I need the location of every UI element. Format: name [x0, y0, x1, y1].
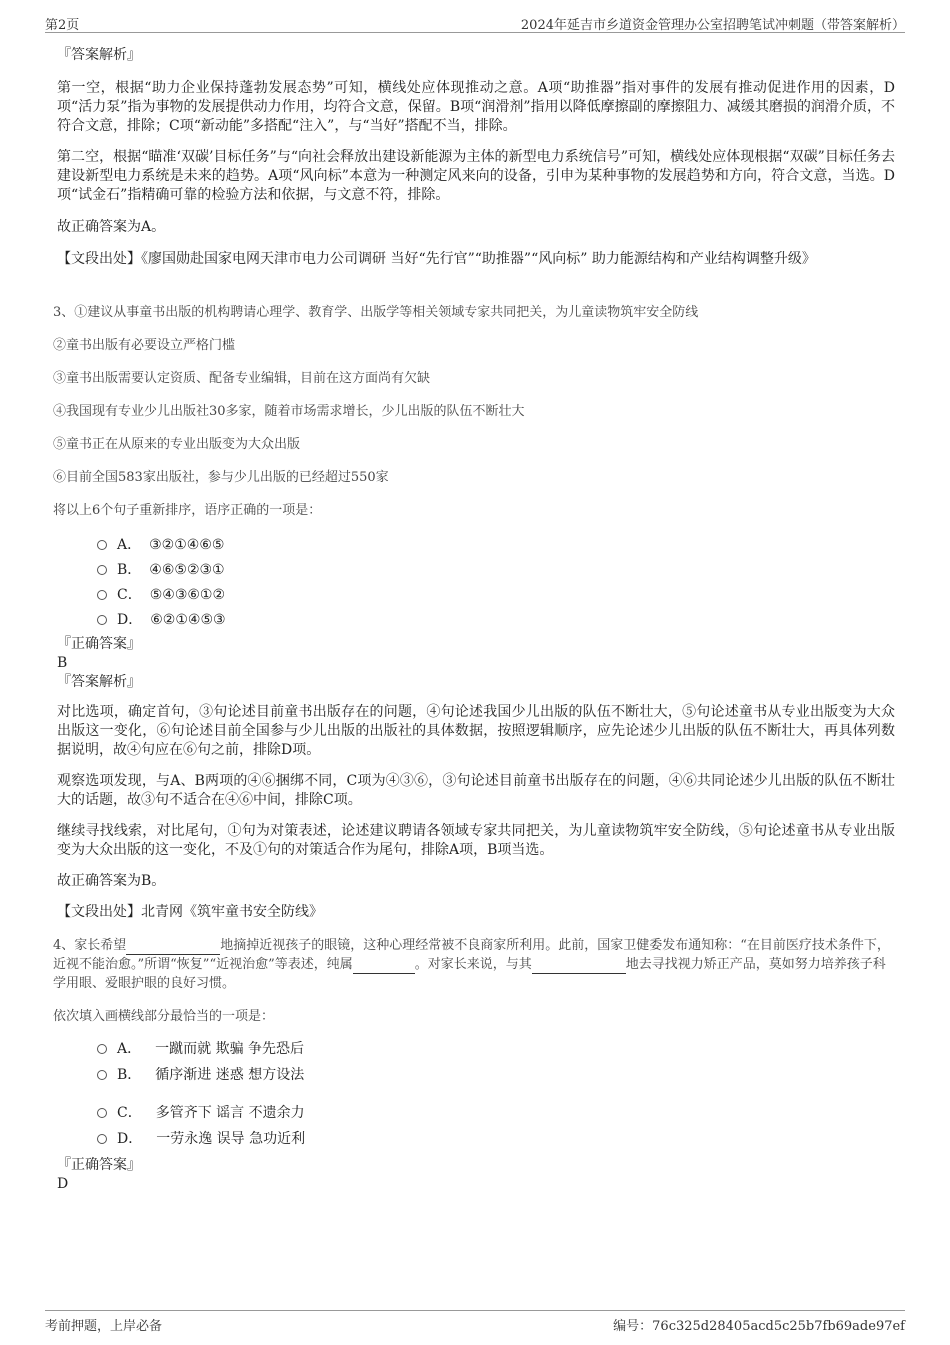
radio-icon[interactable]: [97, 1070, 107, 1080]
option-c[interactable]: C． 多管齐下 谣言 不遗余力: [97, 1102, 895, 1124]
option-a[interactable]: A． 一蹴而就 欺骗 争先恐后: [97, 1038, 895, 1060]
option-b[interactable]: B． ④⑥⑤②③①: [97, 559, 895, 581]
answer-conclusion: 故正确答案为A。: [57, 219, 166, 235]
question-sentence: ②童书出版有必要设立严格门槛: [53, 338, 236, 353]
question-prompt: 将以上6个句子重新排序，语序正确的一项是：: [53, 503, 322, 518]
option-c[interactable]: C． ⑤④③⑥①②: [97, 584, 895, 606]
main-content: [53, 46, 895, 1194]
analysis-paragraph: 对比选项，确定首句，③句论述目前童书出版存在的问题，④句论述我国少儿出版的队伍不断壮大，⑤句论述童书从专业出版变为大众出版这一变化，⑥句论述目前全国参与少儿出版的出版社的具体数据，按照逻辑顺序，应先论述少儿出版的队伍不断壮大，再具体列数据说明，故④句应在⑥句之前，排除D项。: [57, 704, 895, 758]
question-stem: 3、①建议从事童书出版的机构聘请心理学、教育学、出版学等相关领域专家共同把关，为儿童读物筑牢安全防线: [53, 305, 699, 320]
source-note: 【文段出处】北青网《筑牢童书安全防线》: [57, 904, 323, 920]
answer-conclusion: 故正确答案为B。: [57, 873, 166, 889]
question-sentence: ④我国现有专业少儿出版社30多家，随着市场需求增长，少儿出版的队伍不断壮大: [53, 404, 525, 419]
question-sentence: ⑤童书正在从原来的专业出版变为大众出版: [53, 437, 301, 452]
analysis-paragraph: 观察选项发现，与A、B两项的④⑥捆绑不同，C项为④③⑥，③句论述目前童书出版存在的问题，④⑥共同论述少儿出版的队伍不断壮大的话题，故③句不适合在④⑥中间，排除C项。: [57, 773, 895, 808]
analysis-paragraph: 第二空，根据“瞄准‘双碳’目标任务”与“向社会释放出建设新能源为主体的新型电力系统信号”可知，横线处应体现根据“双碳”目标任务去建设新型电力系统是未来的趋势。A项“风向标”本意为一种测定风来向的设备，引申为某种事物的发展趋势和方向，符合文意，当选。D项“试金石”指精确可靠的检验方法和依据，与文意不符，排除。: [57, 149, 895, 203]
document-id: 编号：76c325d28405acd5c25b7fb69ade97ef: [613, 1319, 905, 1334]
fill-blank: [532, 961, 626, 974]
answer-value: B: [57, 655, 68, 671]
analysis-label: 『答案解析』: [57, 674, 141, 690]
analysis-paragraph: 第一空，根据“助力企业保持蓬勃发展态势”可知，横线处应体现推动之意。A项“助推器”指对事件的发展有推动促进作用的因素，D项“活力泵”指为事物的发展提供动力作用，均符合文意，保留。B项“润滑剂”指用以降低摩擦副的摩擦阻力、减缓其磨损的润滑介质，不符合文意，排除；C项“新动能”多搭配“注入”，与“当好”搭配不当，排除。: [57, 80, 895, 134]
radio-icon[interactable]: [97, 1044, 107, 1054]
answer-label: 『正确答案』: [57, 1157, 141, 1173]
answer-value: D: [57, 1176, 69, 1192]
fill-blank: [353, 961, 415, 974]
radio-icon[interactable]: [97, 540, 107, 550]
page-footer: [45, 1310, 905, 1334]
question-prompt: 依次填入画横线部分最恰当的一项是：: [53, 1009, 275, 1024]
option-d[interactable]: D． 一劳永逸 误导 急功近利: [97, 1128, 895, 1150]
analysis-paragraph: 继续寻找线索，对比尾句，①句为对策表述，论述建议聘请各领域专家共同把关，为儿童读物筑牢安全防线，⑤句论述童书从专业出版变为大众出版的这一变化，不及①句的对策适合作为尾句，排除A项，B项当选。: [57, 823, 895, 858]
page-header: [45, 12, 905, 33]
radio-icon[interactable]: [97, 1134, 107, 1144]
source-note: 【文段出处】《廖国勋赴国家电网天津市电力公司调研 当好“先行官”“助推器”“风向标” 助力能源结构和产业结构调整升级》: [57, 251, 816, 267]
radio-icon[interactable]: [97, 590, 107, 600]
options-list: [57, 1038, 895, 1150]
document-title: 2024年延吉市乡道资金管理办公室招聘笔试冲刺题（带答案解析）: [520, 18, 905, 33]
option-b[interactable]: B． 循序渐进 迷惑 想方设法: [97, 1064, 895, 1086]
fill-blank: [126, 942, 220, 955]
analysis-label: 『答案解析』: [57, 47, 141, 63]
answer-label: 『正确答案』: [57, 636, 141, 652]
radio-icon[interactable]: [97, 565, 107, 575]
option-d[interactable]: D． ⑥②①④⑤③: [97, 609, 895, 631]
question-stem: 4、家长希望 地摘掉近视孩子的眼镜，这种心理经常被不良商家所利用。此前，国家卫健委发布通知称：“在目前医疗技术条件下，近视不能治愈。”所谓“恢复”“近视治愈”等表述，纯属 。对家长来说，与其 地去寻找视力矫正产品，莫如努力培养孩子科学用眼、爱眼护眼的良好习惯。: [53, 938, 890, 991]
question-sentence: ⑥目前全国583家出版社，参与少儿出版的已经超过550家: [53, 470, 389, 485]
radio-icon[interactable]: [97, 615, 107, 625]
page-number: 第2页: [45, 18, 80, 33]
option-a[interactable]: A． ③②①④⑥⑤: [97, 534, 895, 556]
question-sentence: ③童书出版需要认定资质、配备专业编辑，目前在这方面尚有欠缺: [53, 371, 431, 386]
radio-icon[interactable]: [97, 1108, 107, 1118]
options-list: [57, 534, 895, 631]
footer-slogan: 考前押题，上岸必备: [45, 1319, 163, 1334]
